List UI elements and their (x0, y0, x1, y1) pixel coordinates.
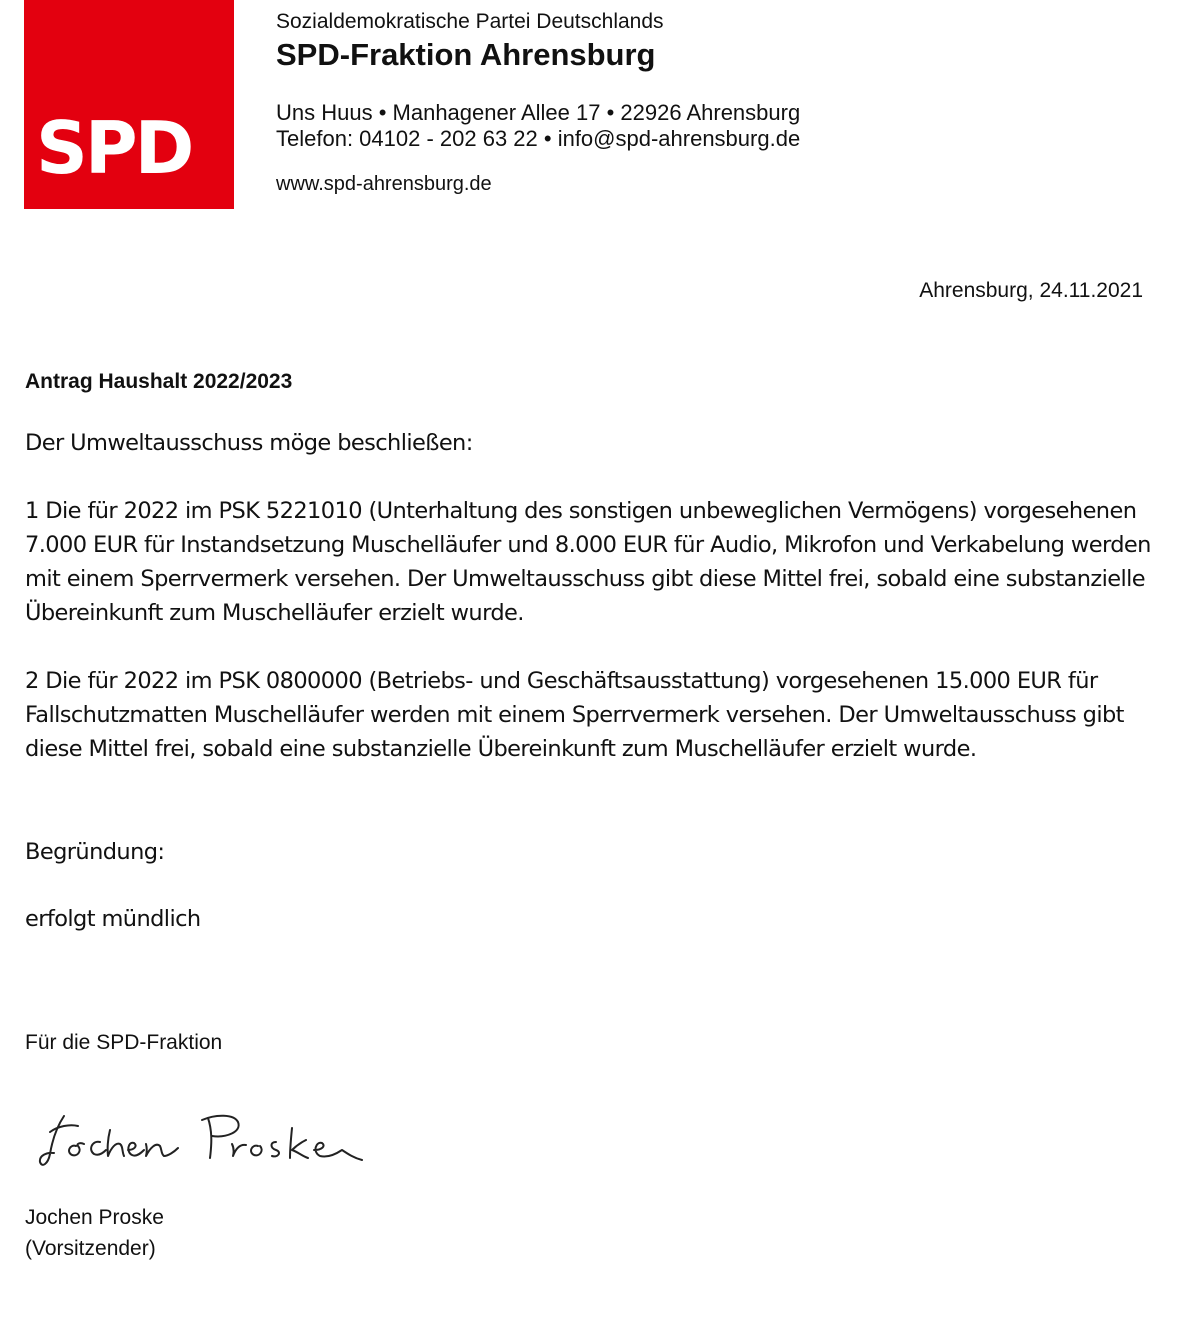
party-name: Sozialdemokratische Partei Deutschlands (276, 10, 664, 33)
letter-subject: Antrag Haushalt 2022/2023 (25, 370, 293, 393)
signature (36, 1100, 381, 1175)
letter-date: Ahrensburg, 24.11.2021 (919, 279, 1143, 302)
signer-role: (Vorsitzender) (25, 1237, 156, 1260)
fraktion-name: SPD-Fraktion Ahrensburg (276, 37, 656, 72)
motion-intro: Der Umweltausschuss möge beschließen: (25, 430, 473, 456)
spd-logo (24, 0, 234, 209)
address-line: Uns Huus • Manhagener Allee 17 • 22926 Ahrensburg (276, 100, 801, 125)
closing-line: Für die SPD-Fraktion (25, 1031, 223, 1054)
motion-item-1: 1 Die für 2022 im PSK 5221010 (Unterhaltung des sonstigen unbeweglichen Vermögens) vorgesehenen 7.000 EUR für Instandsetzung Muschelläufer und 8.000 EUR für Audio, Mikrofon und Verkabelung werden mit einem Sperrvermerk versehen. Der Umweltausschuss gibt diese Mittel frei, sobald eine substanzielle Übereinkunft zum Muschelläufer erzielt wurde. (25, 498, 1151, 626)
contact-line: Telefon: 04102 - 202 63 22 • info@spd-ahrensburg.de (276, 126, 801, 151)
justification-text: erfolgt mündlich (25, 906, 201, 932)
motion-item-2: 2 Die für 2022 im PSK 0800000 (Betriebs- und Geschäftsausstattung) vorgesehenen 15.000 EUR für Fallschutzmatten Muschelläufer werden mit einem Sperrvermerk versehen. Der Umweltausschuss gibt diese Mittel frei, sobald eine substanzielle Übereinkunft zum Muschelläufer erzielt wurde. (25, 668, 1124, 762)
justification-label: Begründung: (25, 839, 165, 865)
spd-logo-text: SPD (36, 106, 192, 190)
signer-name: Jochen Proske (25, 1206, 164, 1229)
website: www.spd-ahrensburg.de (276, 173, 492, 195)
